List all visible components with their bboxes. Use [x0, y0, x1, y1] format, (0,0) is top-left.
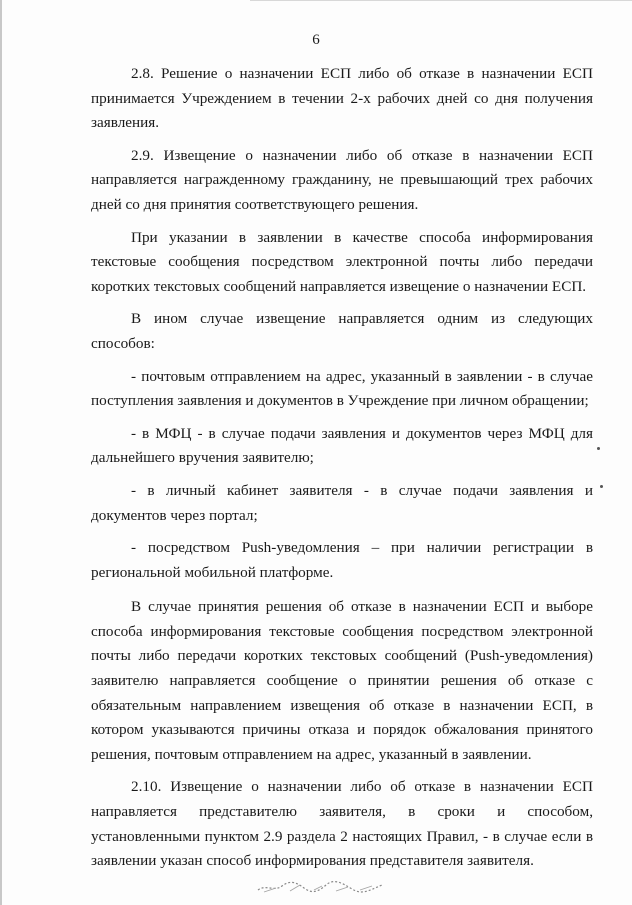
document-body	[91, 62, 593, 874]
scan-speck	[597, 447, 600, 450]
list-item-mfc: - в МФЦ - в случае подачи заявления и документов через МФЦ для дальнейшего вручения заявителю;	[91, 424, 593, 467]
paragraph-2-9: 2.9. Извещение о назначении либо об отказе в назначении ЕСП направляется награжденному гражданину, не превышающий трех рабочих дней со дня принятия соответствующего решения.	[91, 146, 593, 213]
paragraph-sms-notice: При указании в заявлении в качестве способа информирования текстовые сообщения посредством электронной почты либо передачи коротких текстовых сообщений направляется извещение о назначении ЕСП.	[91, 228, 593, 295]
scan-speck	[600, 485, 603, 488]
list-item-push: - посредством Push-уведомления – при наличии регистрации в региональной мобильной платформе.	[91, 539, 593, 581]
paragraph-other-methods: В ином случае извещение направляется одним из следующих способов:	[91, 310, 593, 352]
scan-edge-top	[250, 0, 632, 1]
page-number: 6	[312, 32, 320, 48]
paragraph-refusal: В случае принятия решения об отказе в назначении ЕСП и выборе способа информирования текстовые сообщения посредством электронной почты либо передачи коротких текстовых сообщений (Push-уведомления) заявителю направляется сообщение о принятии решения об отказе с обязательным направлением извещения об отказе в назначении ЕСП, в котором указываются причины отказа и порядок обжалования принятого решения, почтовым отправлением на адрес, указанный в заявлении.	[91, 598, 593, 763]
list-item-cabinet: - в личный кабинет заявителя - в случае подачи заявления и документов через портал;	[91, 481, 593, 524]
list-item-post: - почтовым отправлением на адрес, указанный в заявлении - в случае поступления заявления и документов в Учреждение при личном обращении;	[91, 367, 593, 410]
paragraph-2-10: 2.10. Извещение о назначении либо об отказе в назначении ЕСП направляется представителю заявителя, в сроки и способом, установленными пунктом 2.9 раздела 2 настоящих Правил, - в случае если в заявлении указан способ информирования представителя заявителя.	[91, 778, 593, 870]
scan-edge-left	[0, 0, 2, 905]
signature-stamp-mark	[256, 876, 386, 896]
paragraph-2-8: 2.8. Решение о назначении ЕСП либо об отказе в назначении ЕСП принимается Учреждением в течении 2-х рабочих дней со дня получения заявления.	[91, 65, 593, 132]
